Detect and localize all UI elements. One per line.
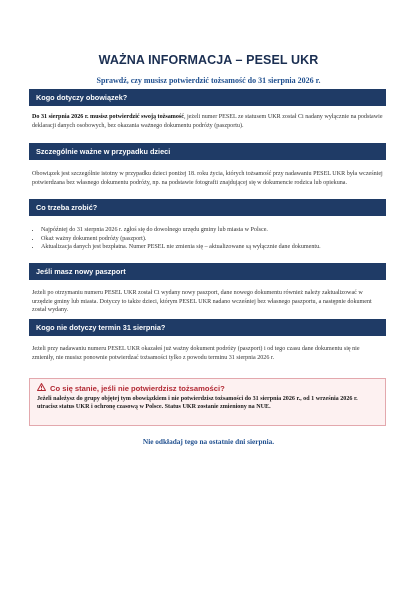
- page-title: WAŻNA INFORMACJA – PESEL UKR: [98, 53, 319, 67]
- section-text-who: [29, 113, 386, 130]
- section-text-children: Obowiązek jest szczególnie istotny w przypadku dzieci poniżej 18. roku życia, których tożsamość przy nadawaniu PESEL UKR była wcześniej potwierdzana bez własnego dokumentu podróży, np. na podstawie fotografii znajdującej się w dokumencie rodzica lub opiekuna.: [32, 171, 383, 186]
- section-heading-new-passport: Jeśli masz nowy paszport: [29, 263, 386, 280]
- list-item: • Najpóźniej do 31 sierpnia 2026 r. zgłoś się do dowolnego urzędu gminy lub miasta w Polsce.: [41, 226, 386, 235]
- warning-box: [29, 378, 386, 426]
- list-item: • Aktualizacja danych jest bezpłatna. Numer PESEL nie zmienia się – aktualizowane są wyłącznie dane dokumentu.: [41, 243, 386, 252]
- footer-note: Nie odkładaj tego na ostatnie dni sierpnia.: [142, 437, 275, 446]
- section-heading-children: Szczególnie ważne w przypadku dzieci: [29, 143, 386, 160]
- page-subtitle: Sprawdź, czy musisz potwierdzić tożsamość do 31 sierpnia 2026 r.: [96, 76, 321, 85]
- list-item: • Okaż ważny dokument podróży (paszport).: [41, 235, 386, 244]
- warning-title: Co się stanie, jeśli nie potwierdzisz tożsamości?: [50, 383, 225, 393]
- warning-heading: [37, 383, 378, 393]
- todo-list: [29, 226, 386, 252]
- warning-icon: [37, 383, 46, 393]
- section-text-not-applies: Jeżeli przy nadawaniu numeru PESEL UKR okazałeś już ważny dokument podróży (paszport) i od tego czasu dane dokumentu się nie zmieniły, nie musisz ponownie potwierdzać tożsamości tylko z powodu terminu 31 sierpnia 2026 r.: [32, 346, 360, 361]
- section-heading-todo: Co trzeba zrobić?: [29, 199, 386, 216]
- section-heading-not-applies: Kogo nie dotyczy termin 31 sierpnia?: [29, 319, 386, 336]
- section-text-new-passport: Jeżeli po otrzymaniu numeru PESEL UKR został Ci wydany nowy paszport, dane nowego dokumentu również należy zaktualizować w urzędzie gminy lub miasta. Dotyczy to także dzieci, którym PESEL UKR nadano wcześniej bez własnego paszportu, a następnie dokument został wydany.: [32, 290, 372, 314]
- who-text: , jeżeli numer PESEL ze statusem UKR został Ci nadany wyłącznie na podstawie deklaracji danych osobowych, bez okazania ważnego dokumentu podróży (paszportu).: [32, 114, 383, 129]
- warning-text: Jeżeli należysz do grupy objętej tym obowiązkiem i nie potwierdzisz tożsamości do 31 sierpnia 2026 r., od 1 września 2026 r. utracisz status UKR i ochronę czasową w Polsce. Status UKR zostanie zmieniony na NUE.: [37, 396, 358, 411]
- who-lead-bold: Do 31 sierpnia 2026 r. musisz potwierdzić swoją tożsamość: [32, 114, 184, 120]
- section-heading-who: Kogo dotyczy obowiązek?: [29, 89, 386, 106]
